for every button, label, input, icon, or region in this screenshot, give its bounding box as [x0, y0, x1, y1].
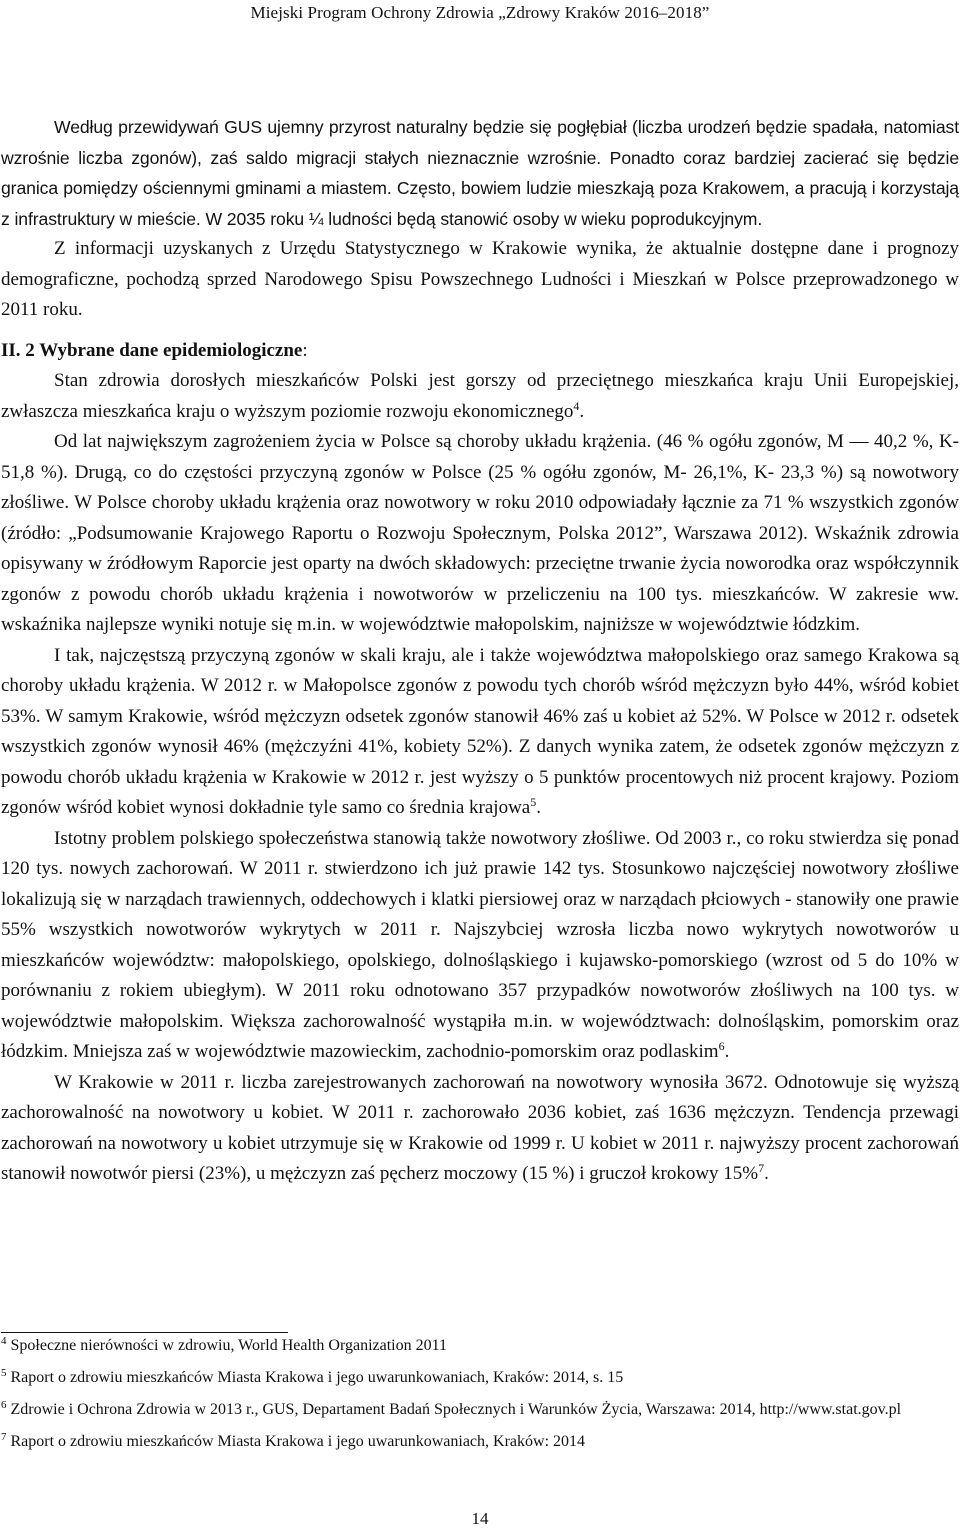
footnote-text: Zdrowie i Ochrona Zdrowia w 2013 r., GUS, Departament Badań Społecznych i Warunków Życia, Warszawa: 2014, http://www.stat.gov.pl	[10, 1401, 902, 1418]
footnotes	[1, 1335, 959, 1453]
section-paragraph-3	[1, 641, 959, 824]
paragraph-end: .	[724, 1041, 730, 1062]
section-paragraph-1	[1, 366, 959, 427]
footnote-4	[1, 1335, 959, 1357]
footnote-number: 7	[1, 1431, 7, 1443]
footnote-ref-5: 5	[530, 795, 537, 809]
footnote-number: 5	[1, 1367, 7, 1379]
paragraph-text: Istotny problem polskiego społeczeństwa stanowią także nowotwory złośliwe. Od 2003 r., co roku stwierdza się ponad 120 tys. nowych zachorowań. W 2011 r. stwierdzono ich już prawie 142 tys. Stosunkowo najczęściej nowotwory złośliwe lokalizują się w narządach trawiennych, oddechowych i klatki piersiowej oraz w narządach płciowych - stanowiły one prawie 55% wszystkich nowotworów wykrytych w 2011 r. Najszybciej wzrosła liczba nowo wykrytych nowotworów u mieszkańców województw: małopolskiego, opolskiego, dolnośląskiego i kujawsko-pomorskiego (wzrost od 5 do 10% w porównaniu z rokiem ubiegłym). W 2011 roku odnotowano 357 przypadków nowotworów złośliwych na 100 tys. w województwie małopolskim. Większa zachorowalność wystąpiła m.in. w województwach: dolnośląskim, pomorskim oraz łódzkim. Mniejsza zaś w województwie mazowieckim, zachodnio-pomorskim oraz podlaskim	[1, 827, 959, 1062]
paragraph-end: .	[764, 1163, 769, 1184]
section-heading	[1, 336, 959, 367]
page-body	[1, 112, 959, 1190]
paragraph-end: .	[579, 400, 585, 422]
footnote-ref-4: 4	[573, 398, 580, 413]
footnote-separator	[1, 1332, 288, 1333]
section-paragraph-4	[1, 824, 959, 1068]
page-number: 14	[471, 1509, 489, 1528]
paragraph-end: .	[536, 797, 541, 818]
section-paragraph-2: Od lat największym zagrożeniem życia w Polsce są choroby układu krążenia. (46 % ogółu zgonów, M — 40,2 %, K- 51,8 %). Drugą, co do częstości przyczyną zgonów w Polsce (25 % ogółu zgonów, M- 26,1%, K- 23,3 %) są nowotwory złośliwe. W Polsce choroby układu krążenia oraz nowotwory w roku 2010 odpowiadały łącznie za 71 % wszystkich zgonów (źródło: „Podsumowanie Krajowego Raportu o Rozwoju Społecznym, Polska 2012”, Warszawa 2012). Wskaźnik zdrowia opisywany w źródłowym Raporcie jest oparty na dwóch składowych: przeciętne trwanie życia noworodka oraz współczynnik zgonów z powodu chorób układu krążenia i nowotworów w przeliczeniu na 100 tys. mieszkańców. W zakresie ww. wskaźnika najlepsze wyniki notuje się m.in. w województwie małopolskim, najniższe w województwie łódzkim.	[1, 431, 959, 635]
section-paragraph-5	[1, 1068, 959, 1190]
footnote-7	[1, 1431, 959, 1453]
footnote-number: 6	[1, 1399, 7, 1411]
running-header: Miejski Program Ochrony Zdrowia „Zdrowy Kraków 2016–2018”	[250, 3, 710, 22]
footnote-text: Społeczne nierówności w zdrowiu, World Health Organization 2011	[10, 1337, 448, 1354]
paragraph-text: W Krakowie w 2011 r. liczba zarejestrowanych zachorowań na nowotwory wynosiła 3672. Odnotowuje się wyższą zachorowalność na nowotwory u kobiet. W 2011 r. zachorowało 2036 kobiet, zaś 1636 mężczyzn. Tendencja przewagi zachorowań na nowotwory u kobiet utrzymuje się w Krakowie od 1999 r. U kobiet w 2011 r. najwyższy procent zachorowań stanowił nowotwór piersi (23%), u mężczyzn zaś pęcherz moczowy (15 %) i gruczoł krokowy 15%	[1, 1071, 959, 1184]
footnote-ref-7: 7	[758, 1161, 765, 1175]
footnote-text: Raport o zdrowiu mieszkańców Miasta Krakowa i jego uwarunkowaniach, Kraków: 2014	[10, 1433, 586, 1450]
footnote-6	[1, 1399, 959, 1421]
footnote-number: 4	[1, 1335, 7, 1347]
paragraph-text: I tak, najczęstszą przyczyną zgonów w skali kraju, ale i także województwa małopolskiego oraz samego Krakowa są choroby układu krążenia. W 2012 r. w Małopolsce zgonów z powodu tych chorób wśród mężczyzn było 44%, wśród kobiet 53%. W samym Krakowie, wśród mężczyzn odsetek zgonów stanowił 46% zaś u kobiet aż 52%. W Polsce w 2012 r. odsetek wszystkich zgonów wynosił 46% (mężczyźni 41%, kobiety 52%). Z danych wynika zatem, że odsetek zgonów mężczyzn z powodu chorób układu krążenia w Krakowie w 2012 r. jest wyższy o 5 punktów procentowych niż procent krajowy. Poziom zgonów wśród kobiet wynosi dokładnie tyle samo co średnia krajowa	[1, 644, 959, 818]
section-heading-colon: :	[302, 339, 308, 361]
footnote-ref-6: 6	[718, 1039, 725, 1053]
intro-paragraph-2: Z informacji uzyskanych z Urzędu Statystycznego w Krakowie wynika, że aktualnie dostępne dane i prognozy demograficzne, pochodzą sprzed Narodowego Spisu Powszechnego Ludności i Mieszkań w Polsce przeprowadzonego w 2011 roku.	[1, 238, 959, 320]
section-heading-text: II. 2 Wybrane dane epidemiologiczne	[1, 339, 303, 361]
footnote-5	[1, 1367, 959, 1389]
intro-paragraph-1: Według przewidywań GUS ujemny przyrost naturalny będzie się pogłębiał (liczba urodzeń będzie spadała, natomiast wzrośnie liczba zgonów), zaś saldo migracji stałych nieznacznie wzrośnie. Ponadto coraz bardziej zacierać się będzie granica pomiędzy ościennymi gminami a miastem. Często, bowiem ludzie mieszkają poza Krakowem, a pracują i korzystają z infrastruktury w mieście. W 2035 roku ¼ ludności będą stanowić osoby w wieku poprodukcyjnym.	[1, 117, 959, 229]
footnote-text: Raport o zdrowiu mieszkańców Miasta Krakowa i jego uwarunkowaniach, Kraków: 2014, s. 15	[10, 1369, 624, 1386]
paragraph-text: Stan zdrowia dorosłych mieszkańców Polski jest gorszy od przeciętnego mieszkańca kraju Unii Europejskiej, zwłaszcza mieszkańca kraju o wyższym poziomie rozwoju ekonomicznego	[1, 370, 959, 422]
